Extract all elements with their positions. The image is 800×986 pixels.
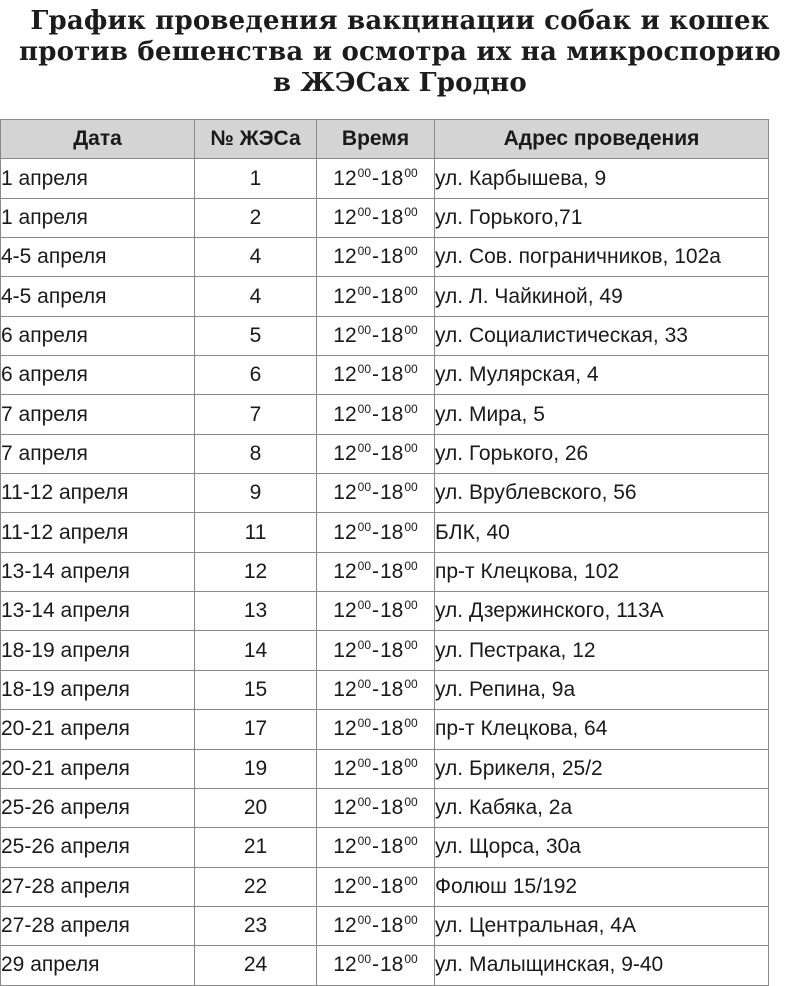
cell-number: 22 <box>195 867 317 906</box>
document-title <box>0 0 800 99</box>
time-end-minutes: 00 <box>404 873 418 888</box>
cell-address: Фолюш 15/192 <box>435 867 769 906</box>
time-start-hour: 12 <box>333 166 357 190</box>
time-start-hour: 12 <box>333 638 357 662</box>
time-end-minutes: 00 <box>404 913 418 928</box>
table-row <box>1 474 769 513</box>
cell-time <box>317 552 435 591</box>
time-end-hour: 18 <box>380 914 404 938</box>
table-row <box>1 670 769 709</box>
cell-number: 6 <box>195 356 317 395</box>
cell-number: 1 <box>195 159 317 198</box>
cell-date: 11-12 апреля <box>1 513 195 552</box>
time-end-minutes: 00 <box>404 244 418 259</box>
cell-number: 7 <box>195 395 317 434</box>
cell-address: ул. Пестрака, 12 <box>435 631 769 670</box>
table-row <box>1 749 769 788</box>
table-row <box>1 395 769 434</box>
time-end-hour: 18 <box>380 874 404 898</box>
table-row <box>1 788 769 827</box>
time-separator: - <box>372 835 379 859</box>
time-end-hour: 18 <box>380 638 404 662</box>
cell-number: 4 <box>195 238 317 277</box>
time-start-hour: 12 <box>333 796 357 820</box>
time-end-minutes: 00 <box>404 165 418 180</box>
cell-address: БЛК, 40 <box>435 513 769 552</box>
cell-address: ул. Социалистическая, 33 <box>435 316 769 355</box>
time-end-minutes: 00 <box>404 362 418 377</box>
time-end-minutes: 00 <box>404 558 418 573</box>
cell-number: 11 <box>195 513 317 552</box>
time-end-hour: 18 <box>380 323 404 347</box>
time-end-minutes: 00 <box>404 795 418 810</box>
table-row <box>1 198 769 237</box>
time-start-hour: 12 <box>333 914 357 938</box>
time-start-minutes: 00 <box>357 558 371 573</box>
time-start-hour: 12 <box>333 363 357 387</box>
table-row <box>1 710 769 749</box>
title-line-3: в ЖЭСах Гродно <box>273 68 527 98</box>
time-start-minutes: 00 <box>357 362 371 377</box>
cell-number: 5 <box>195 316 317 355</box>
cell-address: ул. Щорса, 30а <box>435 828 769 867</box>
time-start-minutes: 00 <box>357 598 371 613</box>
schedule-table <box>0 119 769 986</box>
cell-number: 24 <box>195 946 317 985</box>
time-end-minutes: 00 <box>404 322 418 337</box>
cell-address: пр-т Клецкова, 64 <box>435 710 769 749</box>
time-start-minutes: 00 <box>357 519 371 534</box>
table-row <box>1 631 769 670</box>
table-row <box>1 592 769 631</box>
table-header <box>1 120 769 159</box>
time-end-hour: 18 <box>380 520 404 544</box>
time-start-minutes: 00 <box>357 283 371 298</box>
cell-address: ул. Карбышева, 9 <box>435 159 769 198</box>
table-row <box>1 277 769 316</box>
time-end-hour: 18 <box>380 441 404 465</box>
time-start-minutes: 00 <box>357 952 371 967</box>
time-start-hour: 12 <box>333 874 357 898</box>
time-start-minutes: 00 <box>357 755 371 770</box>
time-start-hour: 12 <box>333 559 357 583</box>
time-end-hour: 18 <box>380 835 404 859</box>
cell-time <box>317 316 435 355</box>
cell-number: 15 <box>195 670 317 709</box>
time-start-hour: 12 <box>333 520 357 544</box>
time-separator: - <box>372 363 379 387</box>
cell-date: 6 апреля <box>1 356 195 395</box>
time-end-hour: 18 <box>380 166 404 190</box>
cell-date: 11-12 апреля <box>1 474 195 513</box>
time-separator: - <box>372 520 379 544</box>
cell-date: 25-26 апреля <box>1 788 195 827</box>
cell-number: 2 <box>195 198 317 237</box>
cell-number: 14 <box>195 631 317 670</box>
time-separator: - <box>372 166 379 190</box>
time-start-minutes: 00 <box>357 401 371 416</box>
time-end-hour: 18 <box>380 402 404 426</box>
time-start-minutes: 00 <box>357 873 371 888</box>
time-end-hour: 18 <box>380 677 404 701</box>
cell-date: 13-14 апреля <box>1 552 195 591</box>
time-start-minutes: 00 <box>357 834 371 849</box>
time-start-hour: 12 <box>333 835 357 859</box>
time-separator: - <box>372 874 379 898</box>
title-line-2: против бешенства и осмотра их на микроспорию <box>18 37 782 67</box>
time-start-hour: 12 <box>333 717 357 741</box>
cell-address: ул. Горького, 26 <box>435 434 769 473</box>
cell-date: 7 апреля <box>1 395 195 434</box>
cell-address: ул. Сов. пограничников, 102а <box>435 238 769 277</box>
cell-address: ул. Репина, 9а <box>435 670 769 709</box>
cell-time <box>317 238 435 277</box>
cell-date: 18-19 апреля <box>1 631 195 670</box>
cell-date: 27-28 апреля <box>1 906 195 945</box>
time-start-minutes: 00 <box>357 913 371 928</box>
cell-time <box>317 592 435 631</box>
time-end-minutes: 00 <box>404 519 418 534</box>
cell-time <box>317 946 435 985</box>
cell-number: 21 <box>195 828 317 867</box>
time-end-hour: 18 <box>380 284 404 308</box>
table-row <box>1 434 769 473</box>
cell-number: 20 <box>195 788 317 827</box>
time-start-hour: 12 <box>333 441 357 465</box>
time-start-minutes: 00 <box>357 716 371 731</box>
cell-time <box>317 513 435 552</box>
time-separator: - <box>372 796 379 820</box>
time-end-minutes: 00 <box>404 440 418 455</box>
table-row <box>1 238 769 277</box>
cell-number: 13 <box>195 592 317 631</box>
cell-date: 20-21 апреля <box>1 710 195 749</box>
table-row <box>1 552 769 591</box>
cell-address: пр-т Клецкова, 102 <box>435 552 769 591</box>
time-end-hour: 18 <box>380 363 404 387</box>
time-end-minutes: 00 <box>404 204 418 219</box>
time-end-minutes: 00 <box>404 755 418 770</box>
cell-number: 4 <box>195 277 317 316</box>
time-end-minutes: 00 <box>404 952 418 967</box>
time-end-hour: 18 <box>380 245 404 269</box>
time-separator: - <box>372 205 379 229</box>
cell-number: 17 <box>195 710 317 749</box>
cell-date: 13-14 апреля <box>1 592 195 631</box>
time-start-minutes: 00 <box>357 204 371 219</box>
time-start-minutes: 00 <box>357 244 371 259</box>
time-separator: - <box>372 245 379 269</box>
table-row <box>1 867 769 906</box>
time-separator: - <box>372 599 379 623</box>
cell-time <box>317 749 435 788</box>
cell-time <box>317 395 435 434</box>
cell-time <box>317 788 435 827</box>
cell-time <box>317 198 435 237</box>
time-start-minutes: 00 <box>357 165 371 180</box>
cell-time <box>317 631 435 670</box>
cell-time <box>317 474 435 513</box>
cell-number: 12 <box>195 552 317 591</box>
cell-date: 20-21 апреля <box>1 749 195 788</box>
time-start-hour: 12 <box>333 205 357 229</box>
time-separator: - <box>372 284 379 308</box>
cell-date: 7 апреля <box>1 434 195 473</box>
cell-time <box>317 670 435 709</box>
time-end-minutes: 00 <box>404 283 418 298</box>
table-row <box>1 513 769 552</box>
time-separator: - <box>372 559 379 583</box>
time-separator: - <box>372 717 379 741</box>
time-end-hour: 18 <box>380 953 404 977</box>
cell-time <box>317 867 435 906</box>
cell-address: ул. Врублевского, 56 <box>435 474 769 513</box>
cell-date: 1 апреля <box>1 159 195 198</box>
cell-address: ул. Брикеля, 25/2 <box>435 749 769 788</box>
cell-time <box>317 356 435 395</box>
table-body <box>1 159 769 985</box>
cell-address: ул. Л. Чайкиной, 49 <box>435 277 769 316</box>
cell-address: ул. Центральная, 4А <box>435 906 769 945</box>
cell-date: 4-5 апреля <box>1 238 195 277</box>
header-row <box>1 120 769 159</box>
time-end-hour: 18 <box>380 481 404 505</box>
cell-number: 23 <box>195 906 317 945</box>
time-start-hour: 12 <box>333 599 357 623</box>
time-separator: - <box>372 638 379 662</box>
cell-date: 27-28 апреля <box>1 867 195 906</box>
header-address: Адрес проведения <box>435 120 769 159</box>
time-separator: - <box>372 756 379 780</box>
table-row <box>1 946 769 985</box>
time-end-hour: 18 <box>380 756 404 780</box>
table-row <box>1 356 769 395</box>
time-end-minutes: 00 <box>404 716 418 731</box>
cell-time <box>317 828 435 867</box>
time-start-minutes: 00 <box>357 322 371 337</box>
header-date: Дата <box>1 120 195 159</box>
cell-date: 18-19 апреля <box>1 670 195 709</box>
time-start-hour: 12 <box>333 953 357 977</box>
table-row <box>1 828 769 867</box>
cell-address: ул. Горького,71 <box>435 198 769 237</box>
table-row <box>1 159 769 198</box>
table-row <box>1 316 769 355</box>
time-start-minutes: 00 <box>357 676 371 691</box>
cell-time <box>317 277 435 316</box>
time-start-minutes: 00 <box>357 480 371 495</box>
time-end-hour: 18 <box>380 796 404 820</box>
cell-date: 6 апреля <box>1 316 195 355</box>
cell-address: ул. Дзержинского, 113А <box>435 592 769 631</box>
time-separator: - <box>372 481 379 505</box>
time-end-minutes: 00 <box>404 676 418 691</box>
time-start-hour: 12 <box>333 756 357 780</box>
time-start-hour: 12 <box>333 481 357 505</box>
table-row <box>1 906 769 945</box>
time-separator: - <box>372 953 379 977</box>
time-start-hour: 12 <box>333 677 357 701</box>
cell-date: 25-26 апреля <box>1 828 195 867</box>
time-start-minutes: 00 <box>357 637 371 652</box>
time-end-hour: 18 <box>380 717 404 741</box>
time-end-minutes: 00 <box>404 637 418 652</box>
time-end-hour: 18 <box>380 559 404 583</box>
time-start-minutes: 00 <box>357 795 371 810</box>
time-separator: - <box>372 402 379 426</box>
cell-address: ул. Мира, 5 <box>435 395 769 434</box>
time-start-hour: 12 <box>333 284 357 308</box>
time-start-minutes: 00 <box>357 440 371 455</box>
time-start-hour: 12 <box>333 323 357 347</box>
cell-number: 9 <box>195 474 317 513</box>
cell-time <box>317 906 435 945</box>
time-separator: - <box>372 441 379 465</box>
cell-address: ул. Малыщинская, 9-40 <box>435 946 769 985</box>
time-start-hour: 12 <box>333 402 357 426</box>
time-end-minutes: 00 <box>404 401 418 416</box>
time-end-hour: 18 <box>380 205 404 229</box>
cell-date: 4-5 апреля <box>1 277 195 316</box>
cell-time <box>317 434 435 473</box>
cell-time <box>317 710 435 749</box>
time-end-minutes: 00 <box>404 598 418 613</box>
time-end-minutes: 00 <box>404 480 418 495</box>
cell-number: 19 <box>195 749 317 788</box>
cell-number: 8 <box>195 434 317 473</box>
time-separator: - <box>372 323 379 347</box>
title-line-1: График проведения вакцинации собак и кошек <box>30 6 770 36</box>
time-start-hour: 12 <box>333 245 357 269</box>
time-end-minutes: 00 <box>404 834 418 849</box>
header-time: Время <box>317 120 435 159</box>
cell-date: 1 апреля <box>1 198 195 237</box>
time-end-hour: 18 <box>380 599 404 623</box>
cell-address: ул. Кабяка, 2а <box>435 788 769 827</box>
time-separator: - <box>372 914 379 938</box>
cell-time <box>317 159 435 198</box>
time-separator: - <box>372 677 379 701</box>
header-number: № ЖЭСа <box>195 120 317 159</box>
cell-address: ул. Мулярская, 4 <box>435 356 769 395</box>
cell-date: 29 апреля <box>1 946 195 985</box>
